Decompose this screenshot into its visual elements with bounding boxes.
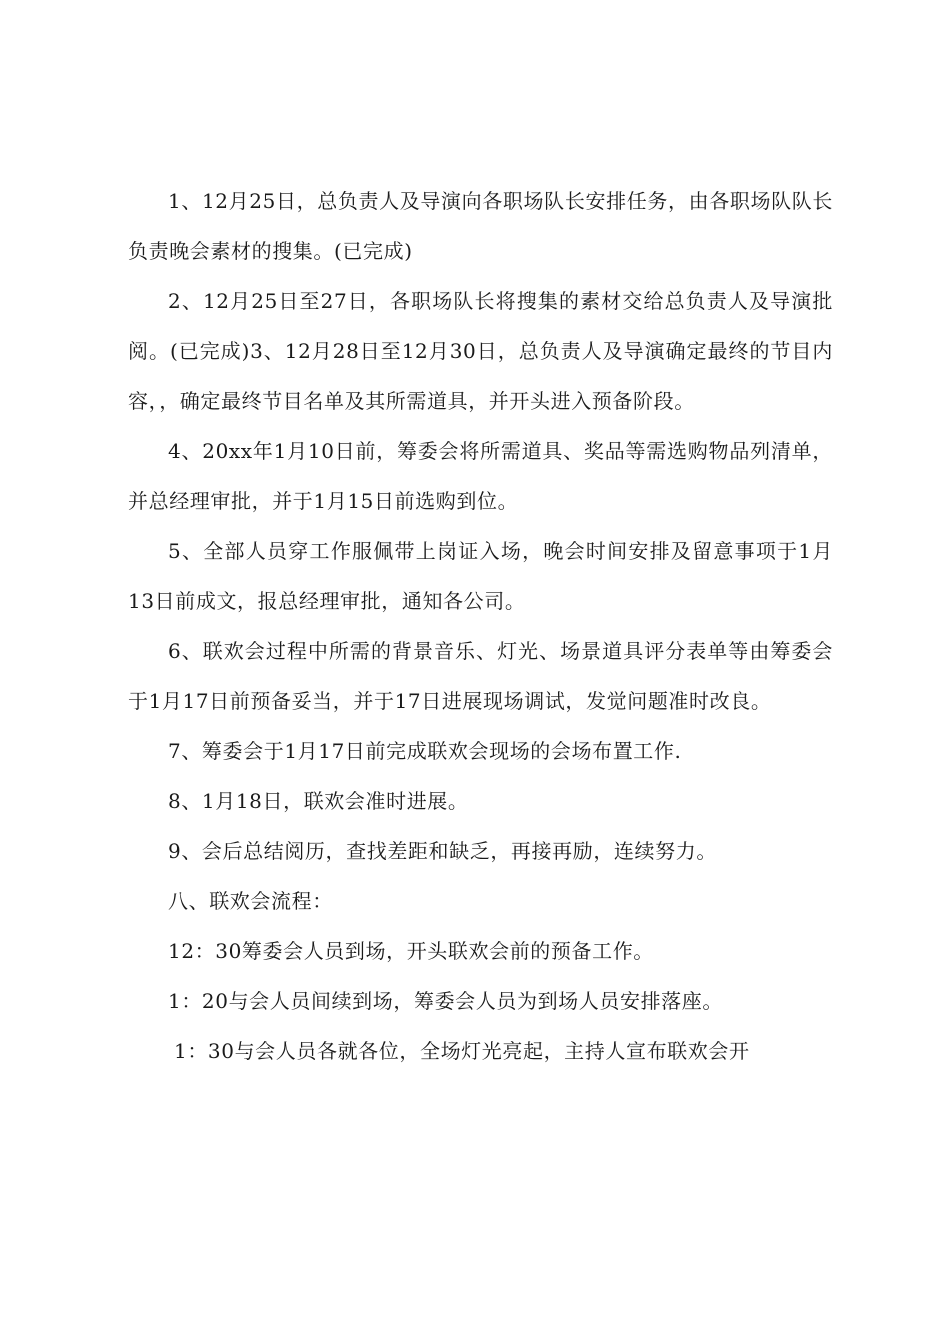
section-heading-program-flow: 八、联欢会流程： [168, 889, 333, 913]
document-body [128, 176, 833, 1076]
schedule-item-120: 1：20与会人员间续到场，筹委会人员为到场人员安排落座。 [168, 989, 723, 1013]
paragraph-item-2: 2、12月25日至27日，各职场队长将搜集的素材交给总负责人及导演批阅。(已完成)3、12月28日至12月30日，总负责人及导演确定最终的节目内容，，确定最终节目名单及其所需道具，并开头进入预备阶段。 [128, 289, 833, 413]
schedule-item-1230: 12：30筹委会人员到场，开头联欢会前的预备工作。 [168, 939, 654, 963]
paragraph-item-6: 6、联欢会过程中所需的背景音乐、灯光、场景道具评分表单等由筹委会于1月17日前预备妥当，并于17日进展现场调试，发觉问题准时改良。 [128, 639, 833, 713]
paragraph-item-4: 4、20xx年1月10日前，筹委会将所需道具、奖品等需选购物品列清单，并总经理审批，并于1月15日前选购到位。 [128, 439, 833, 513]
paragraph-item-5: 5、全部人员穿工作服佩带上岗证入场，晚会时间安排及留意事项于1月13日前成文，报总经理审批，通知各公司。 [128, 539, 833, 613]
schedule-item-130: 1：30与会人员各就各位，全场灯光亮起，主持人宣布联欢会开 [174, 1039, 750, 1063]
paragraph-item-7: 7、筹委会于1月17日前完成联欢会现场的会场布置工作. [168, 739, 682, 763]
paragraph-item-8: 8、1月18日，联欢会准时进展。 [168, 789, 469, 813]
paragraph-item-9: 9、会后总结阅历，查找差距和缺乏，再接再励，连续努力。 [168, 839, 717, 863]
paragraph-item-1: 1、12月25日，总负责人及导演向各职场队长安排任务，由各职场队队长负责晚会素材的搜集。(已完成) [128, 189, 833, 263]
